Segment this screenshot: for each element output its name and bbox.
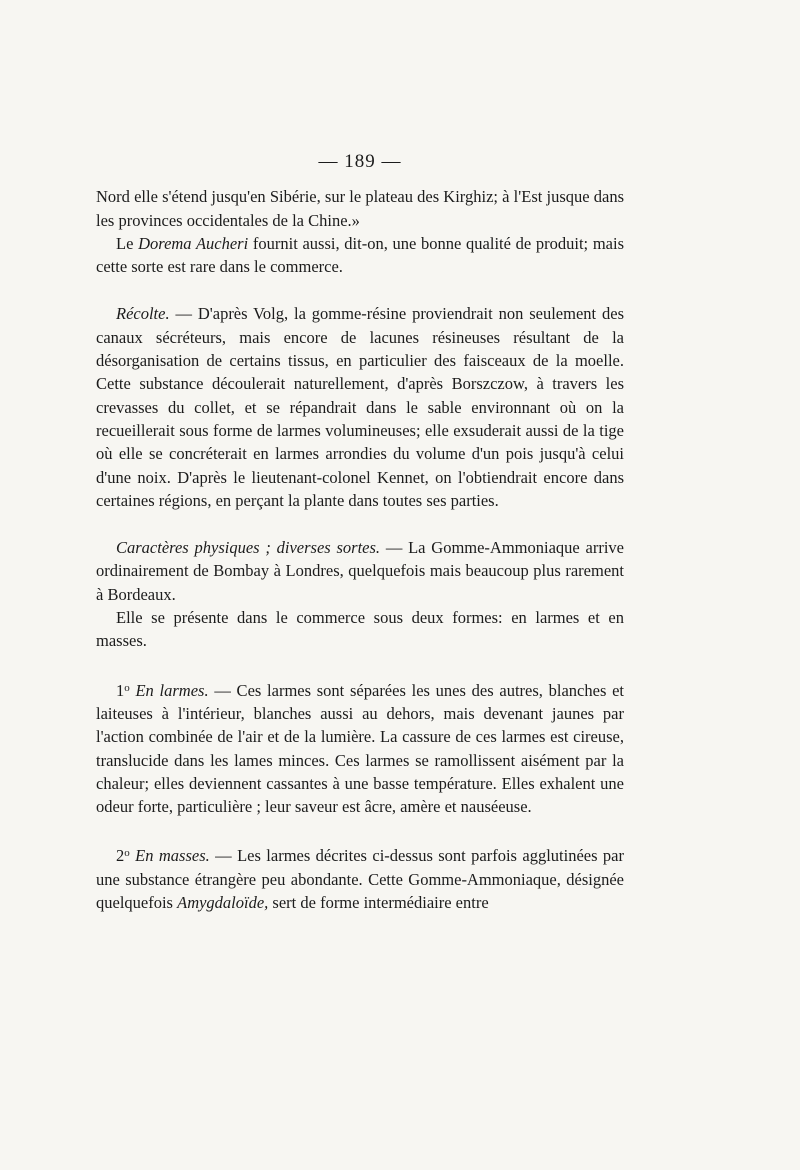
list-number: 2 [116, 846, 125, 866]
paragraph-larmes [96, 677, 624, 819]
text-run: fournit aussi, dit-on, une bonne qualité de produit; mais cette sorte est rare dans le commerce. [96, 233, 624, 277]
text-run: — Les larmes décrites ci-dessus sont parfois agglutinées par une substance étrangère peu abondante. Cette Gomme-Ammoniaque, désignée quelquefois [96, 846, 624, 913]
paragraph-recolte [96, 302, 624, 512]
text-run: — Ces larmes sont séparées les unes des autres, blanches et laiteuses à l'intérieur, blanches aussi au dehors, mais devenant jaunes par l'action combinée de l'air et de la lumière. La cassure de ces larmes est cireuse, translucide dans les lames minces. Ces larmes se ramollissent aisément par la chaleur; elles deviennent cassantes à une basse température. Elles exhalent une odeur forte, particulière ; leur saveur est âcre, amère et nauséeuse. [96, 680, 624, 817]
page-number: — 189 — [318, 151, 402, 172]
paragraph-dorema [96, 232, 624, 279]
text-run: — D'après Volg, la gomme-résine proviendrait non seulement des canaux sécréteurs, mais encore de lacunes résineuses résultant de la désorganisation de certains tissus, en particulier des faisceaux de la moelle. Cette substance découlerait naturellement, d'après Borszczow, à travers les crevasses du collet, et se répandrait dans le sable environnant où on la recueillerait sous forme de larmes volumineuses; elle exsuderait aussi de la tige où elle se concréterait en larmes arrondies du volume d'un pois jusqu'à celui d'une noix. D'après le lieutenant-colonel Kennet, on l'obtiendrait encore dans certaines régions, en perçant la plante dans toutes ses parties. [96, 304, 624, 510]
section-title-caracteres: Caractères physiques ; diverses sortes. [116, 538, 381, 558]
document-page [96, 150, 624, 914]
ordinal-sup: o [124, 681, 130, 694]
paragraph-formes: Elle se présente dans le commerce sous deux formes: en larmes et en masses. [96, 608, 624, 651]
paragraph-caracteres [96, 536, 624, 606]
text-run: Le [116, 233, 139, 253]
variety-name: Amygdaloïde, [177, 893, 269, 913]
section-title-masses: En masses. [129, 846, 210, 866]
species-name: Dorema Aucheri [138, 233, 249, 253]
paragraph-siberie: Nord elle s'étend jusqu'en Sibérie, sur le plateau des Kirghiz; à l'Est jusque dans les provinces occidentales de la Chine.» [96, 187, 624, 230]
ordinal-sup: o [124, 847, 130, 860]
list-number: 1 [116, 680, 125, 700]
text-run: — La Gomme-Ammoniaque arrive ordinairement de Bombay à Londres, quelquefois mais beaucoup plus rarement à Bordeaux. [96, 538, 624, 604]
paragraph-masses [96, 842, 624, 914]
text-run: sert de forme intermédiaire entre [268, 893, 489, 913]
section-title-recolte: Récolte. [116, 304, 170, 324]
section-title-larmes: En larmes. [129, 680, 209, 700]
